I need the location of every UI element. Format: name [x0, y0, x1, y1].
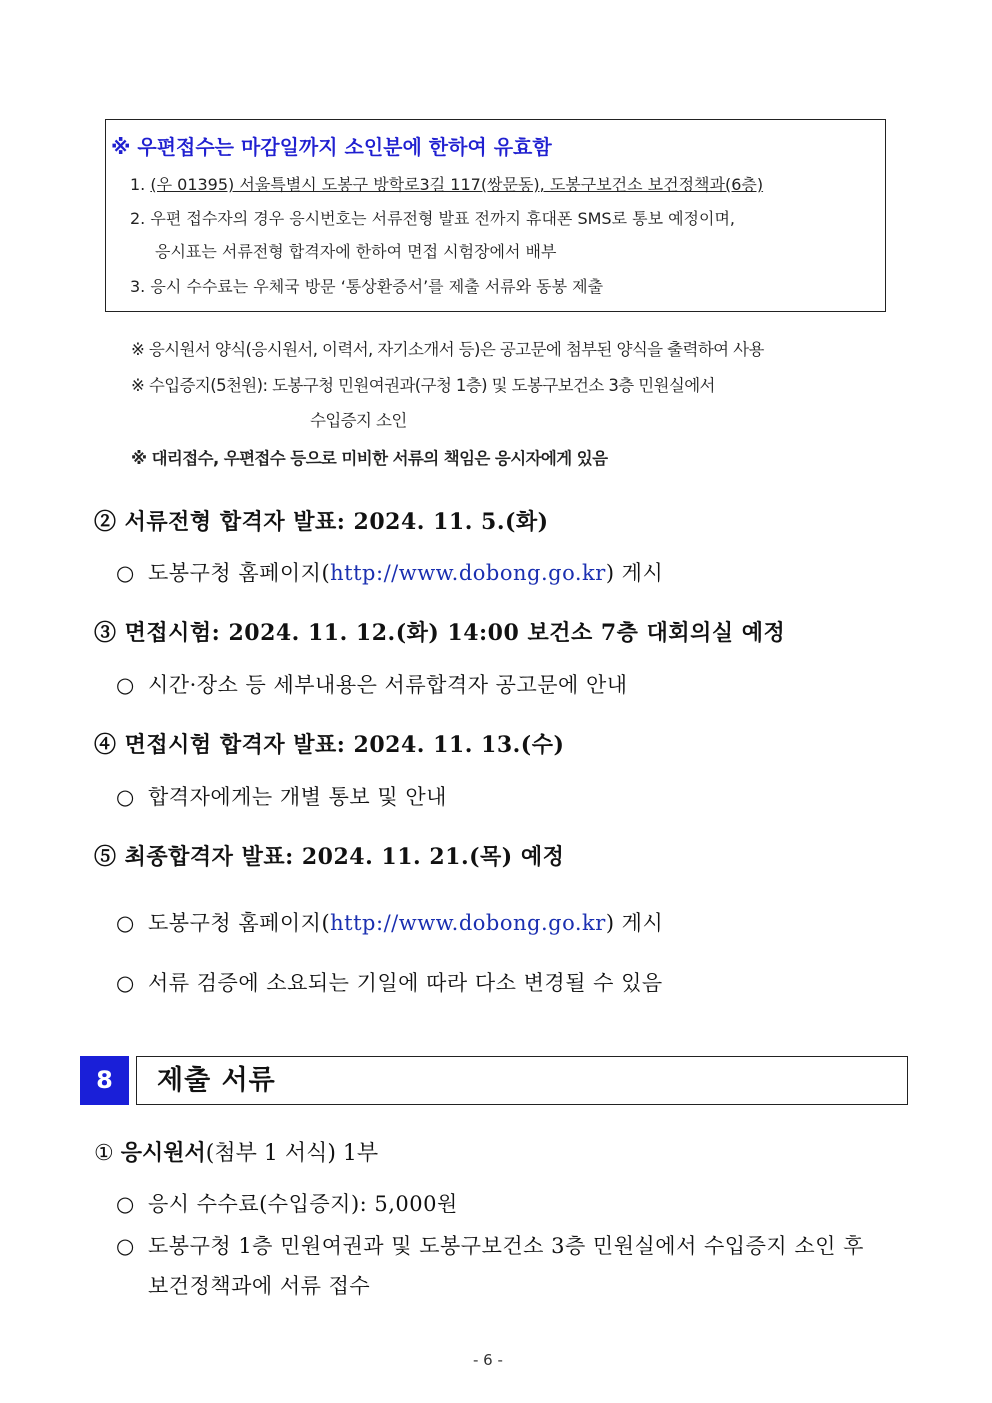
bullet-fee-text: 응시 수수료(수입증지): 5,000원 [148, 1192, 458, 1216]
notice-item-1 [130, 172, 763, 195]
homepage-link[interactable]: http://www.dobong.go.kr [330, 911, 606, 935]
notice-item-2 [130, 206, 735, 229]
doc-item-application [94, 1136, 378, 1167]
bullet-stamp-text: 도봉구청 1층 민원여권과 및 도봉구보건소 3층 민원실에서 수입증지 소인 후 [148, 1234, 864, 1258]
step-interview-result: ④ 면접시험 합격자 발표: 2024. 11. 13.(수) [94, 732, 565, 758]
bullet-mark: ○ [116, 971, 135, 995]
bullet-individual-text: 합격자에게는 개별 통보 및 안내 [148, 785, 447, 809]
doc-item-detail: (첨부 1 서식) 1부 [205, 1141, 379, 1166]
section-title: 제출 서류 [157, 1065, 276, 1096]
bullet-interview-detail [116, 669, 628, 699]
homepage-link[interactable]: http://www.dobong.go.kr [330, 561, 606, 585]
notice-item-3 [130, 274, 603, 297]
note-revenue-stamp-continuation: 수입증지 소인 [310, 411, 407, 430]
step-document-result: ② 서류전형 합격자 발표: 2024. 11. 5.(화) [94, 509, 549, 535]
notice-item-1-address: (우 01395) 서울특별시 도봉구 방학로3길 117(쌍문동), 도봉구보건소 보건정책과(6층) [150, 175, 764, 194]
doc-item-name: 응시원서 [120, 1140, 206, 1166]
bullet-homepage-text: 도봉구청 홈페이지( [148, 911, 331, 935]
notice-item-1-num: 1. [130, 175, 146, 194]
bullet-mark: ○ [116, 1234, 135, 1258]
bullet-homepage-post: ) 게시 [605, 911, 664, 935]
bullet-homepage-text: 도봉구청 홈페이지( [148, 561, 331, 585]
bullet-stamp-process [116, 1230, 864, 1260]
bullet-homepage-post-2 [116, 907, 663, 937]
notice-item-2-num: 2. [130, 209, 146, 228]
bullet-homepage-post-1 [116, 557, 663, 587]
bullet-mark: ○ [116, 785, 135, 809]
bullet-mark: ○ [116, 561, 135, 585]
note-responsibility: ※ 대리접수, 우편접수 등으로 미비한 서류의 책임은 응시자에게 있음 [131, 449, 608, 468]
section-number-badge: 8 [80, 1056, 129, 1105]
notice-item-3-text: 응시 수수료는 우체국 방문 ‘통상환증서’를 제출 서류와 동봉 제출 [150, 277, 604, 296]
bullet-fee [116, 1188, 458, 1218]
bullet-mark: ○ [116, 673, 135, 697]
note-application-form: ※ 응시원서 양식(응시원서, 이력서, 자기소개서 등)은 공고문에 첨부된 양식을 출력하여 사용 [131, 340, 764, 359]
notice-item-2-text: 우편 접수자의 경우 응시번호는 서류전형 발표 전까지 휴대폰 SMS로 통보 예정이며, [150, 209, 736, 228]
step-interview: ③ 면접시험: 2024. 11. 12.(화) 14:00 보건소 7층 대회의실 예정 [94, 620, 786, 646]
step-final-result: ⑤ 최종합격자 발표: 2024. 11. 21.(목) 예정 [94, 844, 565, 870]
bullet-stamp-continuation: 보건정책과에 서류 접수 [148, 1274, 371, 1298]
postal-notice-title: ※ 우편접수는 마감일까지 소인분에 한하여 유효함 [111, 135, 552, 159]
bullet-schedule-text: 서류 검증에 소요되는 기일에 따라 다소 변경될 수 있음 [148, 971, 663, 995]
notice-item-2-continuation: 응시표는 서류전형 합격자에 한하여 면접 시험장에서 배부 [155, 242, 557, 261]
section-title-box [136, 1056, 908, 1105]
note-revenue-stamp: ※ 수입증지(5천원): 도봉구청 민원여권과(구청 1층) 및 도봉구보건소 3층 민원실에서 [131, 376, 715, 395]
bullet-interview-text: 시간·장소 등 세부내용은 서류합격자 공고문에 안내 [148, 673, 628, 697]
bullet-individual-notice [116, 781, 447, 811]
bullet-mark: ○ [116, 911, 135, 935]
bullet-homepage-post: ) 게시 [605, 561, 664, 585]
page-number: - 6 - [473, 1351, 503, 1369]
bullet-mark: ○ [116, 1192, 135, 1216]
bullet-schedule-change [116, 967, 663, 997]
doc-item-number: ① [94, 1141, 114, 1166]
notice-item-3-num: 3. [130, 277, 146, 296]
